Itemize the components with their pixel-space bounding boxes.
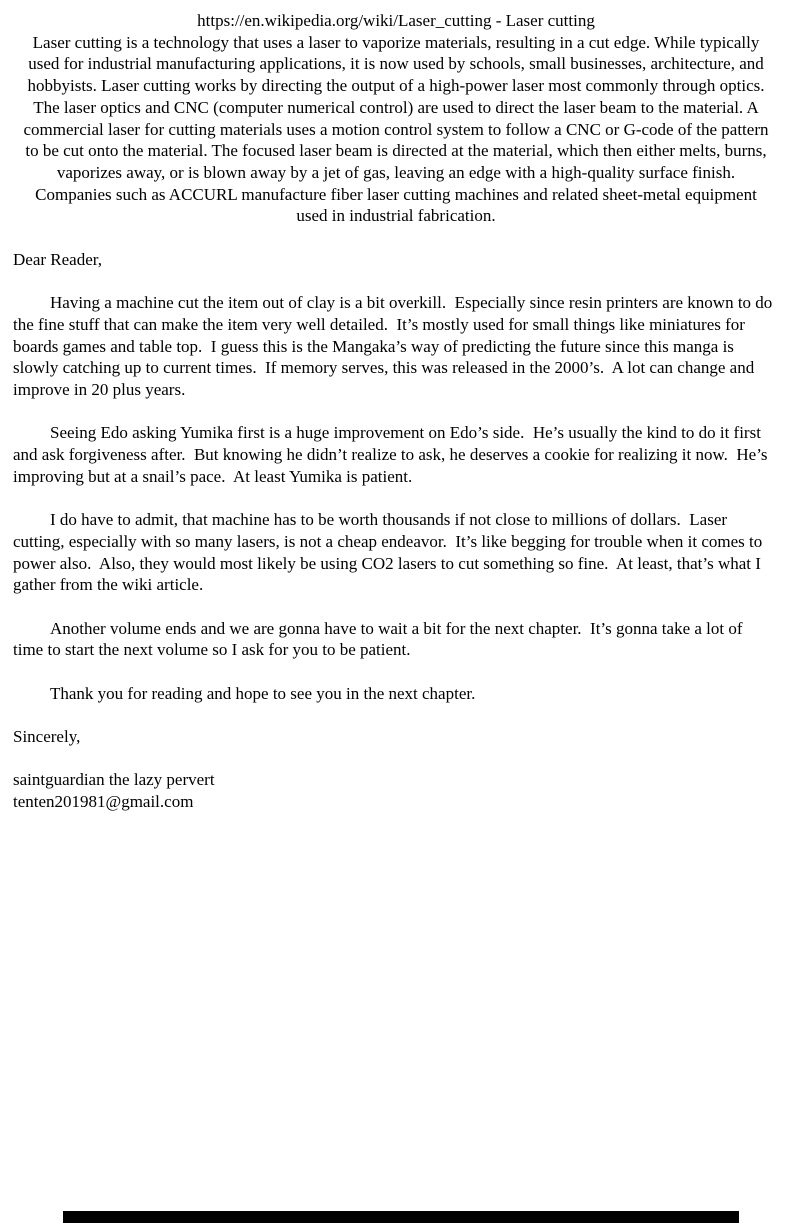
letter-paragraph: Another volume ends and we are gonna have to wait a bit for the next chapter. It’s gonna take a lot of time to start the next volume so I ask for you to be patient. [13, 618, 747, 660]
signature-email: tenten201981@gmail.com [13, 792, 194, 812]
letter-salutation: Dear Reader, [13, 249, 102, 269]
letter-paragraph: Having a machine cut the item out of clay is a bit overkill. Especially since resin printers are known to do the fine stuff that can make the item very well detailed. It’s mostly used for small things like miniatures for boards games and table top. I guess this is the Mangaka’s way of predicting the future since this manga is slowly catching up to current times. If memory serves, this was released in the 2000’s. A lot can change and improve in 20 plus years. [13, 293, 777, 399]
next-page-edge-bar [63, 1211, 739, 1223]
source-url-line: https://en.wikipedia.org/wiki/Laser_cutting - Laser cutting [197, 11, 595, 30]
letter-paragraph: Seeing Edo asking Yumika first is a huge improvement on Edo’s side. He’s usually the kind to do it first and ask forgiveness after. But knowing he didn’t realize to ask, he deserves a cookie for realizing it now. He’s improving but at a snail’s pace. At least Yumika is patient. [13, 423, 772, 486]
wiki-excerpt-paragraph: Laser cutting is a technology that uses a laser to vaporize materials, resulting in a cut edge. While typically used for industrial manufacturing applications, it is now used by schools, small businesses, architecture, and hobbyists. Laser cutting works by directing the output of a high-power laser most commonly through optics. The laser optics and CNC (computer numerical control) are used to direct the laser beam to the material. A commercial laser for cutting materials uses a motion control system to follow a CNC or G-code of the pattern to be cut onto the material. The focused laser beam is directed at the material, which then either melts, burns, vaporizes away, or is blown away by a jet of gas, leaving an edge with a high-quality surface finish. Companies such as ACCURL manufacture fiber laser cutting machines and related sheet-metal equipment used in industrial fabrication. [23, 32, 769, 226]
letter-closing: Sincerely, [13, 727, 81, 747]
letter-paragraph: Thank you for reading and hope to see you in the next chapter. [50, 683, 476, 703]
letter-body [0, 249, 792, 813]
letter-paragraph: I do have to admit, that machine has to be worth thousands if not close to millions of dollars. Laser cutting, especially with so many lasers, is not a cheap endeavor. It’s like begging for trouble when it comes to power also. Also, they would most likely be using CO2 lasers to cut something so fine. At least, that’s what I gather from the wiki article. [13, 510, 767, 595]
signature-name: saintguardian the lazy pervert [13, 770, 215, 790]
